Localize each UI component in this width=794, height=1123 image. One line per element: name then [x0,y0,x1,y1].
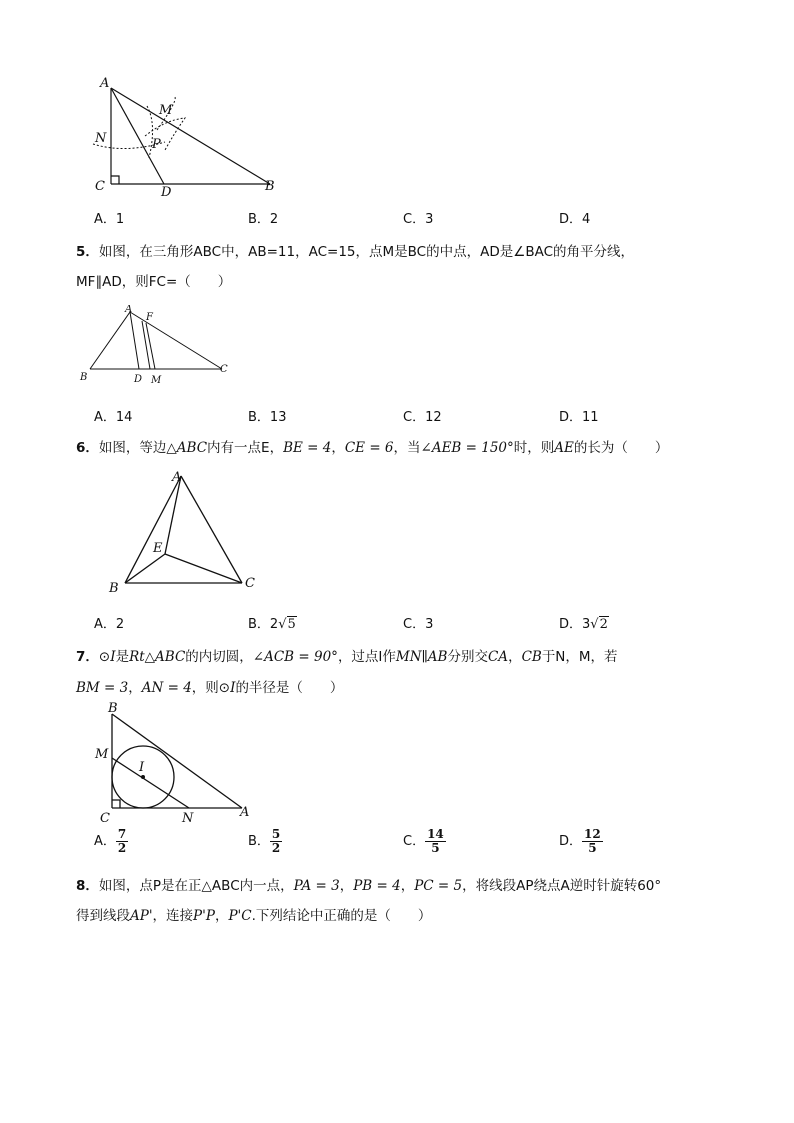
q6-option-d[interactable] [559,613,609,632]
q8-stem-e: .下列结论中正确的是（ ） [251,908,432,924]
fig7-label-M: M [95,747,109,762]
q7-option-c-prefix: C． [403,834,426,849]
q6-option-a[interactable]: A．2 [94,617,125,632]
fig5-label-D: D [134,374,143,385]
q7-option-a-fraction [116,828,128,855]
q6-option-d-radicand: 2 [599,617,608,632]
q8-text-line2 [76,904,431,924]
q7-math-cb: CB [521,649,542,665]
q6-sep: ， [331,440,345,456]
q7-circle-symbol-2: ⊙ [218,680,231,696]
q7-math-rt: Rt△ABC [129,649,186,665]
q7-stem-e: 于N，M，若 [541,649,618,665]
q7-stem-a: 是 [115,649,130,665]
q7-math-an: AN = 4 [141,680,192,696]
q8-math-ap: AP' [130,908,153,924]
fig6-label-C: C [245,576,255,591]
q6-math-be: BE = 4 [283,440,332,456]
q7-option-c[interactable] [403,828,446,855]
fig6-label-B: B [109,581,119,596]
q7-option-b-prefix: B． [248,834,270,849]
q8-math-pc: PC = 5 [414,878,463,894]
q6-number: 6． [76,440,99,456]
q7-option-a-prefix: A． [94,834,116,849]
q8-math-pp: P'P [193,908,215,924]
q5-text-line2 [76,270,231,290]
q5-option-a[interactable]: A．14 [94,410,133,425]
fig4-label-D: D [161,185,172,200]
q6-option-b[interactable] [248,613,297,632]
q8-number: 8． [76,878,99,894]
q7-comma: ， [508,649,522,665]
fig4-label-C: C [95,179,105,194]
q8-stem-b: ，将线段AP绕点A逆时针旋转60° [462,878,662,894]
q7-sep: ， [128,680,142,696]
q7-option-d-prefix: D． [559,834,583,849]
q7-stem-b: 的内切圆， [185,649,253,665]
q5-text-line1 [76,240,634,260]
q5-stem: 如图，在三角形ABC中，AB=11，AC=15，点M是BC的中点，AD是∠BAC的角平分线， [98,244,635,260]
q6-option-b-sqrt: √5 [278,617,296,632]
q7-option-c-num: 14 [427,827,444,841]
figure-q6-equilateral-triangle [104,466,264,598]
q6-stem-d: 时，则 [513,440,555,456]
q7-option-c-den: 5 [431,841,440,855]
q5-option-d[interactable]: D．11 [559,410,599,425]
q6-math-ae: AE [554,440,574,456]
q8-math-pa: PA = 3 [293,878,340,894]
q7-option-d-den: 5 [588,841,597,855]
fig4-label-M: M [159,103,173,118]
q6-text [76,436,668,456]
fig4-label-N: N [95,131,107,146]
q4-option-c[interactable]: C．3 [403,212,434,227]
q7-circle-symbol: ⊙ [98,649,111,665]
q8-stem-d: ，连接 [152,908,194,924]
q4-option-d[interactable]: D．4 [559,212,591,227]
q8-sep3: ， [214,908,229,924]
fig7-center-point [141,775,145,779]
q6-stem-b: 内有一点E， [207,440,284,456]
q7-math-bm: BM = 3 [76,680,129,696]
fig5-label-M: M [151,375,162,386]
q5-stem-cont: MF∥AD，则FC=（ ） [76,274,232,290]
q6-math-ce: CE = 6 [344,440,394,456]
q6-stem-a: 如图，等边 [98,440,167,456]
q7-stem-f: ，则 [191,680,219,696]
fig6-label-A: A [172,470,182,485]
q7-option-a-num: 7 [117,827,127,841]
q7-text-line2 [76,676,343,696]
q7-number: 7． [76,649,99,665]
q8-math-pb: PB = 4 [353,878,401,894]
figure-q4-right-triangle [85,72,300,202]
q7-option-d[interactable] [559,828,603,855]
q6-math-tri: △ABC [166,440,208,456]
figure-q7-incircle [92,700,262,828]
q7-stem-c: ，过点I作 [337,649,396,665]
q7-math-ca: CA [487,649,509,665]
fig4-label-A: A [100,76,110,91]
q7-option-d-fraction [582,828,603,855]
q7-stem-d: 分别交 [447,649,488,665]
q7-stem-g: 的半径是（ ） [235,680,344,696]
q6-option-d-sqrt: √2 [590,617,608,632]
q8-sep2: ， [400,878,415,894]
q6-stem-c: ，当 [393,440,421,456]
q5-option-b[interactable]: B．13 [248,410,287,425]
fig7-label-A: A [240,805,250,820]
fig7-label-C: C [100,811,110,826]
q7-option-a-den: 2 [117,841,127,855]
q7-option-b-fraction [270,828,282,855]
q8-stem-c: 得到线段 [76,908,130,924]
q4-option-a[interactable]: A．1 [94,212,125,227]
fig5-label-F: F [146,312,153,323]
q5-option-c[interactable]: C．12 [403,410,442,425]
q5-number: 5． [76,244,99,260]
q7-math-i2: I [230,680,236,696]
q7-option-b[interactable] [248,828,282,855]
q6-option-c[interactable]: C．3 [403,617,434,632]
fig5-label-C: C [220,364,228,375]
q6-stem-e: 的长为（ ） [573,440,669,456]
q7-option-b-num: 5 [271,827,281,841]
q6-option-d-prefix: D．3 [559,617,591,632]
q7-option-a[interactable] [94,828,128,855]
fig4-label-P: P [152,137,161,152]
fig5-label-A: A [125,305,133,315]
figure-q5-triangle [76,305,236,387]
q7-option-b-den: 2 [271,841,281,855]
q4-option-b[interactable]: B．2 [248,212,279,227]
fig7-label-I: I [139,760,145,775]
q8-stem-a: 如图，点P是在正△ABC内一点， [98,878,294,894]
q7-option-d-num: 12 [584,827,601,841]
fig4-label-B: B [265,179,275,194]
q7-option-c-fraction [425,828,446,855]
q6-option-b-prefix: B．2 [248,617,279,632]
fig6-label-E: E [153,541,163,556]
fig7-label-B: B [108,701,118,716]
fig5-label-B: B [80,372,88,383]
q7-math-angle: ∠ACB = 90° [252,649,338,665]
q6-option-b-radicand: 5 [287,617,296,632]
q8-sep1: ， [339,878,354,894]
q8-math-pc-prime: P'C [228,908,252,924]
q7-math-i: I [110,649,116,665]
q7-math-mn: MN∥AB [395,649,448,665]
q6-math-angle: ∠AEB = 150° [420,440,514,456]
q7-text-line1 [76,645,618,665]
fig7-label-N: N [182,811,194,826]
q8-text-line1 [76,874,661,894]
